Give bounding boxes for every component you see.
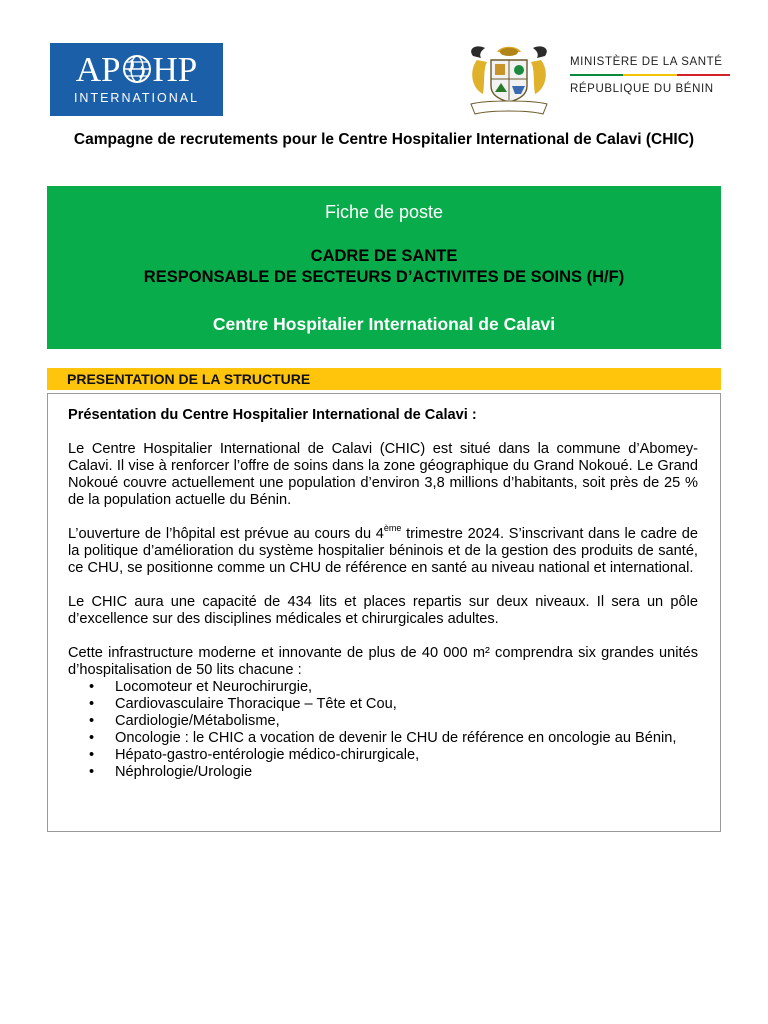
list-item: • Cardiologie/Métabolisme, xyxy=(68,713,698,730)
section-heading: PRESENTATION DE LA STRUCTURE xyxy=(67,371,311,387)
aphp-logo-subtitle: INTERNATIONAL xyxy=(73,91,200,105)
establishment-name: Centre Hospitalier International de Calavi xyxy=(212,314,556,334)
section-content xyxy=(68,407,698,781)
paragraph-opening xyxy=(68,523,698,577)
list-item: • Oncologie : le CHIC a vocation de devenir le CHU de référence en oncologie au Bénin, xyxy=(68,730,698,747)
section-heading-bar xyxy=(47,368,721,390)
list-item: • Locomoteur et Neurochirurgie, xyxy=(68,679,698,696)
job-title xyxy=(47,246,721,288)
ministry-block xyxy=(570,56,730,95)
job-title-line1: CADRE DE SANTE xyxy=(310,247,458,265)
job-sheet-label: Fiche de poste xyxy=(324,202,444,222)
ministry-name: MINISTÈRE DE LA SANTÉ xyxy=(570,56,723,68)
job-header-box xyxy=(47,186,721,349)
aphp-international-logo xyxy=(50,43,223,116)
paragraph-capacity: Le CHIC aura une capacité de 434 lits et places repartis sur deux niveaux. Il sera un pôle d’excellence sur des disciplines médicales et chirurgicales adultes. xyxy=(68,594,698,627)
paragraph-opening-end: trimestre 2024. S’inscrivant dans le cadre de la politique d’amélioration du système hospitalier béninois et de la gestion des produits de santé, ce CHU, se positionne comme un CHU de référence en santé au niveau national et international. xyxy=(68,526,698,576)
job-title-line2: RESPONSABLE DE SECTEURS D’ACTIVITES DE SOINS (H/F) xyxy=(143,268,625,286)
list-item: • Cardiovasculaire Thoracique – Tête et Cou, xyxy=(68,696,698,713)
paragraph-location: Le Centre Hospitalier International de Calavi (CHIC) est situé dans la commune d’Abomey-Calavi. Il vise à renforcer l’offre de soins dans la zone géographique du Grand Nokoué. Le Grand Nokoué couvre actuellement une population d’environ 3,8 millions d’habitants, soit près de 25 % de la population actuelle du Bénin. xyxy=(68,441,698,508)
units-list xyxy=(68,679,698,781)
aphp-logo-left: AP xyxy=(75,50,121,89)
paragraph-opening-start: L’ouverture de l’hôpital est prévue au cours du 4 xyxy=(68,526,384,542)
paragraph-infrastructure: Cette infrastructure moderne et innovante de plus de 40 000 m² comprendra six grandes unités d’hospitalisation de 50 lits chacune : xyxy=(68,645,698,678)
country-name: RÉPUBLIQUE DU BÉNIN xyxy=(570,83,714,95)
globe-icon xyxy=(122,53,152,93)
flag-stripe xyxy=(570,74,730,76)
campaign-title: Campagne de recrutements pour le Centre Hospitalier International de Calavi (CHIC) xyxy=(73,131,695,148)
section-subtitle: Présentation du Centre Hospitalier International de Calavi : xyxy=(68,407,477,423)
benin-coat-of-arms xyxy=(463,42,555,116)
aphp-logo-right: HP xyxy=(152,50,198,89)
ordinal-suffix: ème xyxy=(383,523,402,534)
list-item: • Néphrologie/Urologie xyxy=(68,764,698,781)
list-item: • Hépato-gastro-entérologie médico-chirurgicale, xyxy=(68,747,698,764)
